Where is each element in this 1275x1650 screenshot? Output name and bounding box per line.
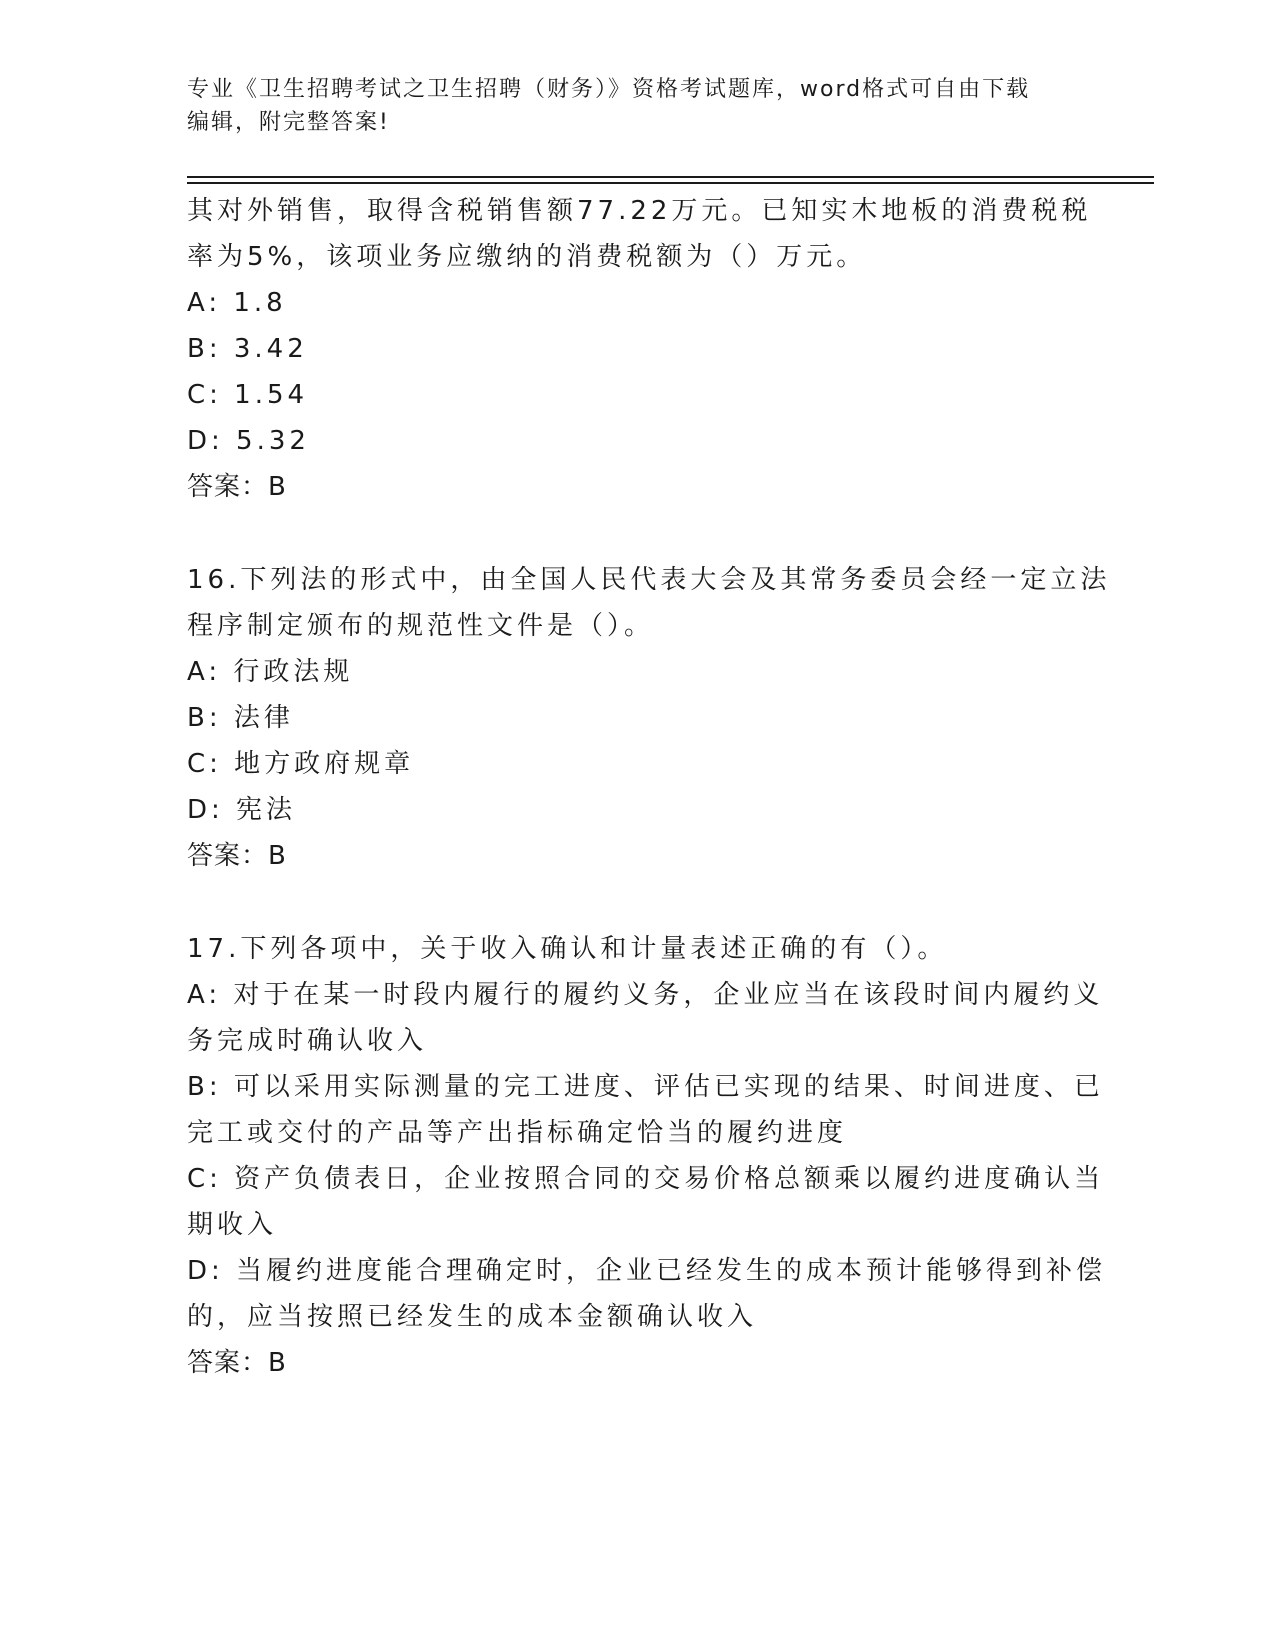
question-15-option-b: B: 3.42 — [187, 334, 308, 364]
header-line-1: 专业《卫生招聘考试之卫生招聘（财务）》资格考试题库，word格式可自由下载 — [187, 77, 1031, 102]
question-16-option-d: D: 宪法 — [187, 795, 297, 825]
question-16-option-b: B: 法律 — [187, 703, 294, 733]
question-15-answer: 答案：B — [187, 472, 287, 502]
question-17-option-c-line-1: C: 资产负债表日，企业按照合同的交易价格总额乘以履约进度确认当 — [187, 1164, 1105, 1194]
document-header — [187, 73, 1067, 139]
question-15-continued — [187, 188, 1092, 510]
question-15-option-a: A: 1.8 — [187, 288, 287, 318]
question-16-option-a: A: 行政法规 — [187, 657, 354, 687]
question-17-option-b-line-2: 完工或交付的产品等产出指标确定恰当的履约进度 — [187, 1118, 848, 1148]
question-17-option-d-line-1: D: 当履约进度能合理确定时，企业已经发生的成本预计能够得到补偿 — [187, 1256, 1107, 1286]
question-gap — [187, 510, 1087, 557]
question-16 — [187, 557, 1111, 879]
question-17-text-line-1: 17.下列各项中，关于收入确认和计量表述正确的有（）。 — [187, 934, 948, 964]
question-17-option-b-line-1: B: 可以采用实际测量的完工进度、评估已实现的结果、时间进度、已 — [187, 1072, 1104, 1102]
question-15-option-d: D: 5.32 — [187, 426, 310, 456]
question-17 — [187, 926, 1107, 1386]
question-16-text-line-1: 16.下列法的形式中，由全国人民代表大会及其常务委员会经一定立法 — [187, 565, 1111, 595]
header-divider-bottom — [187, 182, 1154, 184]
question-17-option-a-line-1: A: 对于在某一时段内履行的履约义务，企业应当在该段时间内履约义 — [187, 980, 1104, 1010]
question-17-option-c-line-2: 期收入 — [187, 1210, 278, 1240]
question-15-text-line-1: 其对外销售，取得含税销售额77.22万元。已知实木地板的消费税税 — [187, 196, 1092, 226]
header-line-2: 编辑，附完整答案! — [187, 110, 390, 135]
question-16-option-c: C: 地方政府规章 — [187, 749, 415, 779]
question-gap — [187, 879, 1087, 926]
question-16-text-line-2: 程序制定颁布的规范性文件是（）。 — [187, 611, 655, 641]
question-content — [187, 188, 1111, 1386]
question-17-option-a-line-2: 务完成时确认收入 — [187, 1026, 428, 1056]
question-15-option-c: C: 1.54 — [187, 380, 309, 410]
header-divider-top — [187, 176, 1154, 178]
question-15-text-line-2: 率为5%，该项业务应缴纳的消费税额为（）万元。 — [187, 242, 867, 272]
question-16-answer: 答案：B — [187, 841, 287, 871]
question-17-option-d-line-2: 的，应当按照已经发生的成本金额确认收入 — [187, 1302, 758, 1332]
question-17-answer: 答案：B — [187, 1348, 287, 1378]
